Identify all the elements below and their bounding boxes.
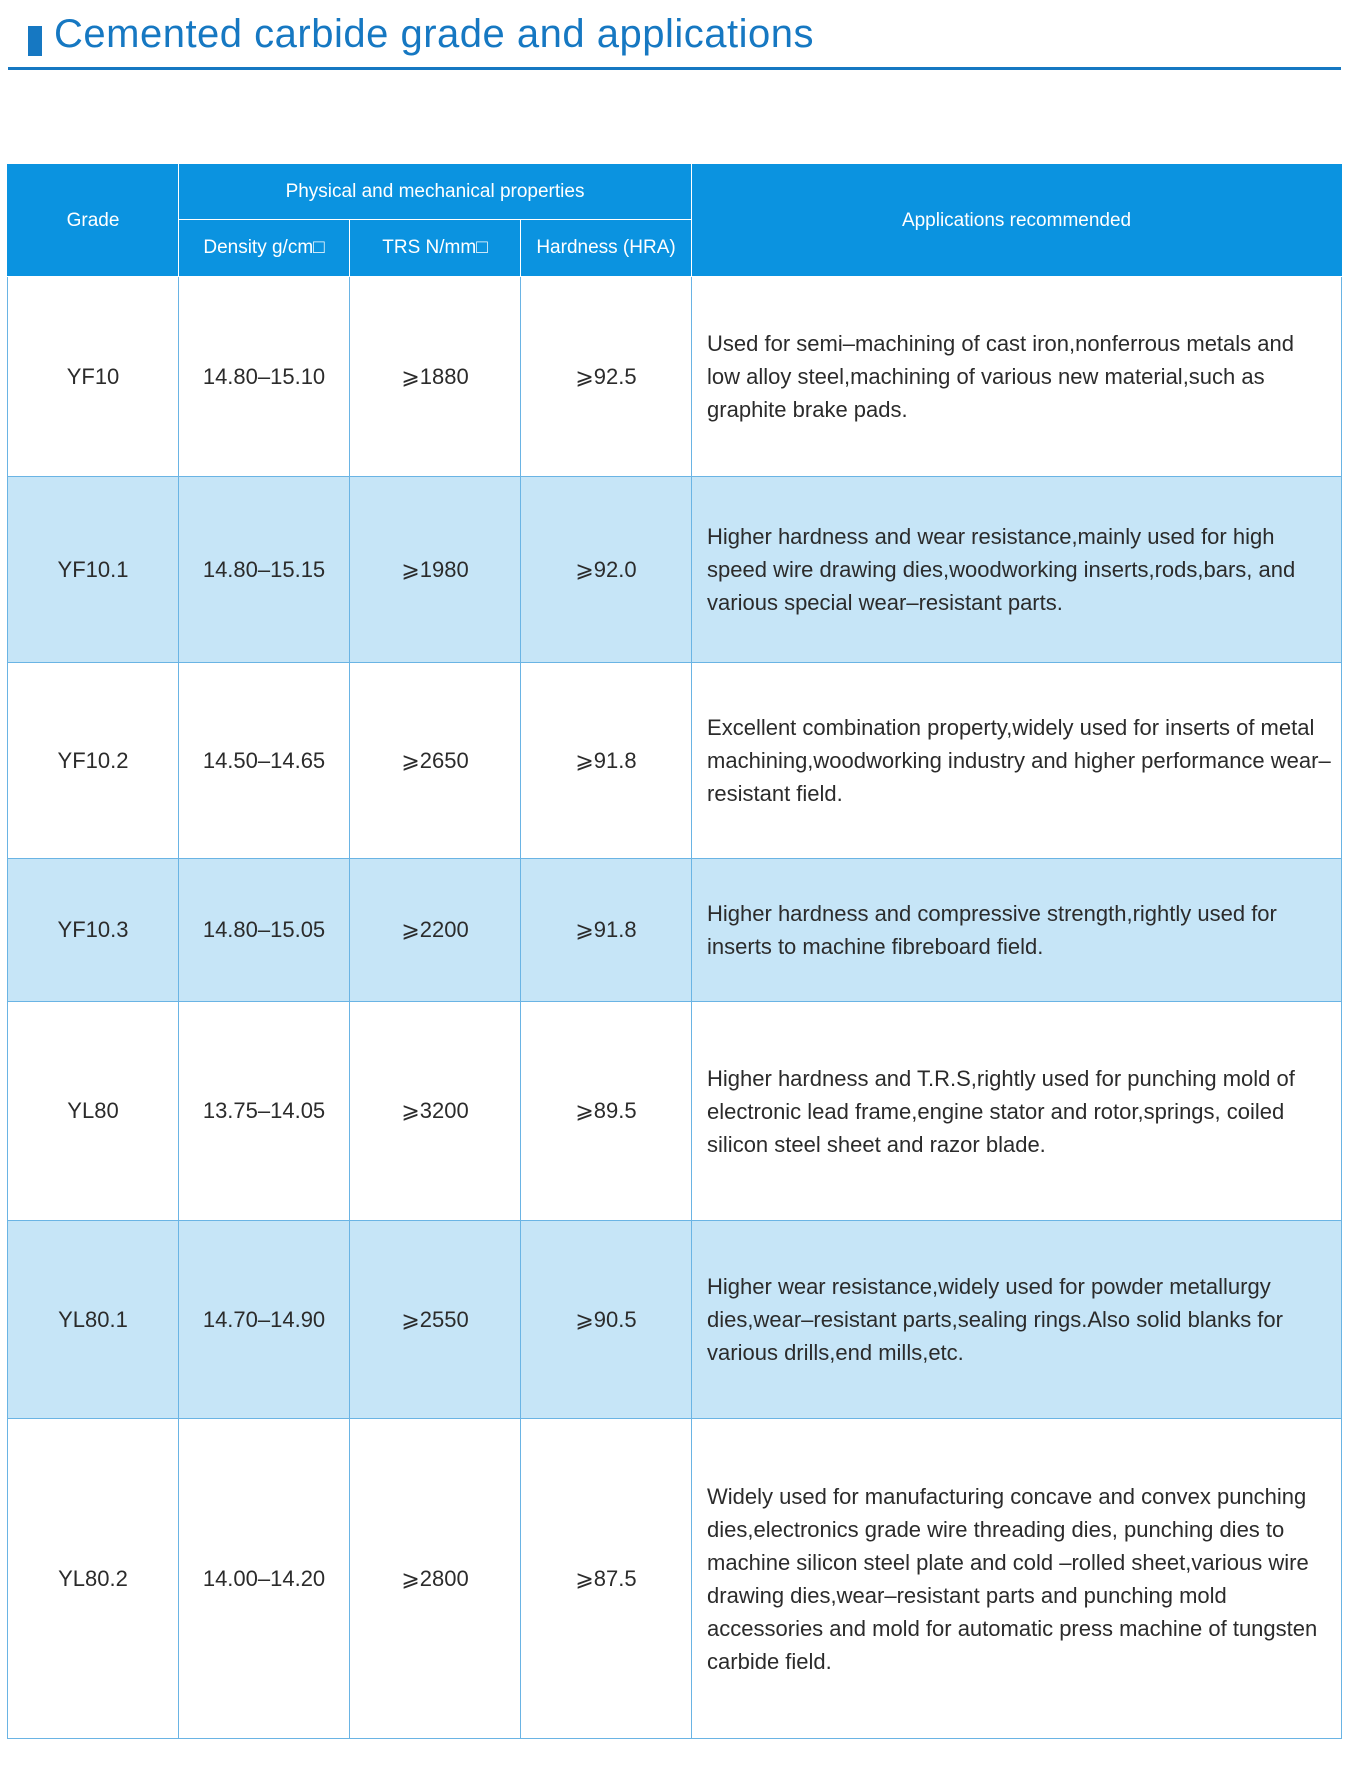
hardness-cell: ⩾91.8 (521, 859, 692, 1002)
header-density: Density g/cm□ (179, 220, 350, 277)
table-row (8, 663, 1342, 859)
table-row (8, 277, 1342, 477)
trs-cell: ⩾2800 (350, 1419, 521, 1739)
density-cell: 14.70–14.90 (179, 1221, 350, 1419)
header-physical-properties: Physical and mechanical properties (179, 165, 692, 220)
trs-cell: ⩾2550 (350, 1221, 521, 1419)
application-cell: Used for semi–machining of cast iron,nonferrous metals and low alloy steel,machining of various new material,such as graphite brake pads. (692, 277, 1342, 477)
header-applications: Applications recommended (692, 165, 1342, 277)
density-cell: 14.80–15.15 (179, 477, 350, 663)
hardness-cell: ⩾89.5 (521, 1002, 692, 1221)
hardness-cell: ⩾90.5 (521, 1221, 692, 1419)
application-cell: Higher hardness and T.R.S,rightly used for punching mold of electronic lead frame,engine stator and rotor,springs, coiled silicon steel sheet and razor blade. (692, 1002, 1342, 1221)
grade-cell: YF10.3 (8, 859, 179, 1002)
density-cell: 13.75–14.05 (179, 1002, 350, 1221)
grade-cell: YL80.1 (8, 1221, 179, 1419)
page-title: Cemented carbide grade and applications (54, 12, 814, 56)
application-cell: Higher hardness and wear resistance,mainly used for high speed wire drawing dies,woodworking inserts,rods,bars, and various special wear–resistant parts. (692, 477, 1342, 663)
application-cell: Higher hardness and compressive strength,rightly used for inserts to machine fibreboard field. (692, 859, 1342, 1002)
trs-cell: ⩾2650 (350, 663, 521, 859)
grade-cell: YF10.2 (8, 663, 179, 859)
density-cell: 14.50–14.65 (179, 663, 350, 859)
header-trs: TRS N/mm□ (350, 220, 521, 277)
application-cell: Excellent combination property,widely used for inserts of metal machining,woodworking industry and higher performance wear–resistant field. (692, 663, 1342, 859)
application-cell: Higher wear resistance,widely used for powder metallurgy dies,wear–resistant parts,sealing rings.Also solid blanks for various drills,end mills,etc. (692, 1221, 1342, 1419)
trs-cell: ⩾3200 (350, 1002, 521, 1221)
hardness-cell: ⩾92.5 (521, 277, 692, 477)
hardness-cell: ⩾91.8 (521, 663, 692, 859)
header-grade: Grade (8, 165, 179, 277)
density-cell: 14.80–15.10 (179, 277, 350, 477)
trs-cell: ⩾1980 (350, 477, 521, 663)
trs-cell: ⩾1880 (350, 277, 521, 477)
grade-table (7, 164, 1342, 1739)
header-hardness: Hardness (HRA) (521, 220, 692, 277)
table-row (8, 859, 1342, 1002)
table-row (8, 1002, 1342, 1221)
density-cell: 14.80–15.05 (179, 859, 350, 1002)
application-cell: Widely used for manufacturing concave and convex punching dies,electronics grade wire threading dies, punching dies to machine silicon steel plate and cold –rolled sheet,various wire drawing dies,wear–resistant parts and punching mold accessories and mold for automatic press machine of tungsten carbide field. (692, 1419, 1342, 1739)
grade-cell: YF10 (8, 277, 179, 477)
hardness-cell: ⩾92.0 (521, 477, 692, 663)
grade-cell: YL80 (8, 1002, 179, 1221)
grade-cell: YL80.2 (8, 1419, 179, 1739)
density-cell: 14.00–14.20 (179, 1419, 350, 1739)
trs-cell: ⩾2200 (350, 859, 521, 1002)
table-row (8, 1221, 1342, 1419)
title-marker-icon (28, 26, 42, 56)
table-row (8, 477, 1342, 663)
hardness-cell: ⩾87.5 (521, 1419, 692, 1739)
grade-cell: YF10.1 (8, 477, 179, 663)
table-row (8, 1419, 1342, 1739)
